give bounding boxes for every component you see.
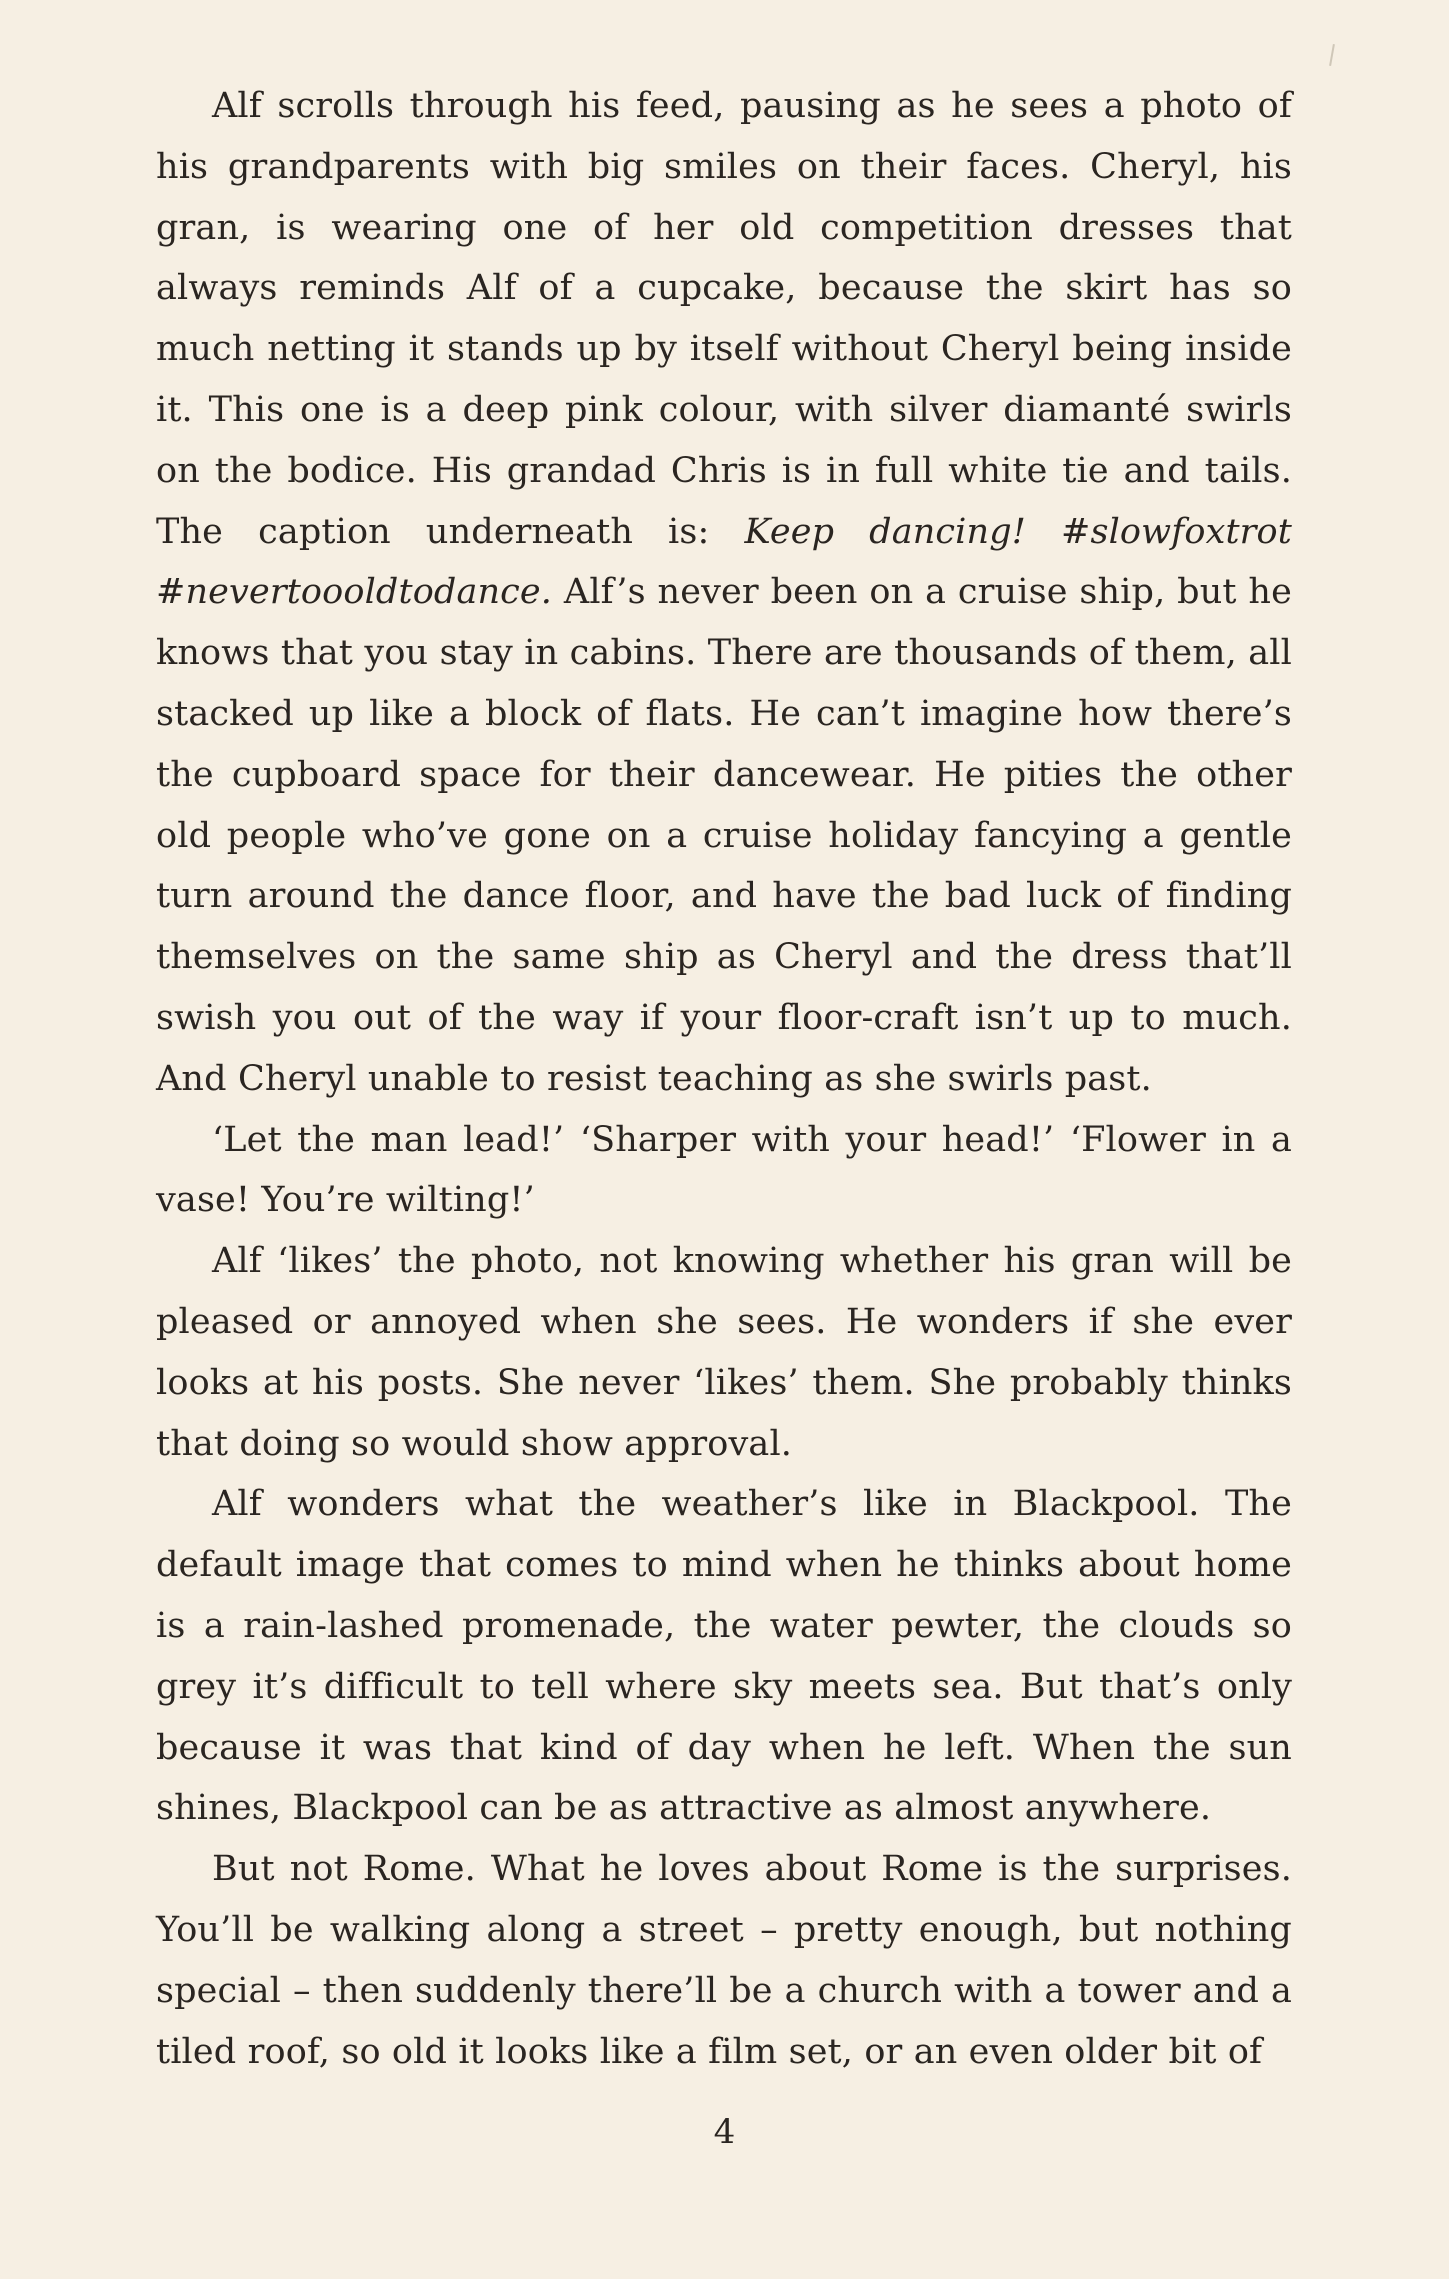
paragraph-5: But not Rome. What he loves about Rome is the surprises. You’ll be walking along a street – pretty enough, but nothing special – then suddenly there’ll be a church with a tower and a tiled roof, so old it looks like a film set, or an even older bit of: [156, 1849, 1292, 2072]
page-number: 4: [713, 2112, 736, 2152]
paragraph-4: Alf wonders what the weather’s like in Blackpool. The default image that comes to mind when he thinks about home is a rain-lashed promenade, the water pewter, the clouds so grey it’s difficult to tell where sky meets sea. But that’s only because it was that kind of day when he left. When the sun shines, Blackpool can be as attractive as almost anywhere.: [156, 1484, 1292, 1829]
paragraph-1-part-1: Alf scrolls through his feed, pausing as he sees a photo of his grandparents with big smiles on their faces. Cheryl, his gran, is wearing one of her old competition dresses that always reminds Alf of a cupcake, because the skirt has so much netting it stands up by itself without Cheryl being inside it. This one is a deep pink colour, with silver diamanté swirls on the bodice. His grandad Chris is in full white tie and tails. The caption underneath is:: [156, 86, 1292, 552]
paragraph-2: ‘Let the man lead!’ ‘Sharper with your head!’ ‘Flower in a vase! You’re wilting!’: [156, 1119, 1292, 1221]
paragraph-1-part-2: Alf’s never been on a cruise ship, but he knows that you stay in cabins. There are thousands of them, all stacked up like a block of flats. He can’t imagine how there’s the cupboard space for their dancewear. He pities the other old people who’ve gone on a cruise holiday fancying a gentle turn around the dance floor, and have the bad luck of finding themselves on the same ship as Cheryl and the dress that’ll swish you out of the way if your floor-craft isn’t up to much. And Cheryl unable to resist teaching as she swirls past.: [156, 572, 1292, 1099]
photo-caption-italic: Keep dancing! #slowfoxtrot #nevertoooldtodance.: [156, 511, 1292, 613]
paragraph-3: Alf ‘likes’ the photo, not knowing whether his gran will be pleased or annoyed when she sees. He wonders if she ever looks at his posts. She never ‘likes’ them. She probably thinks that doing so would show approval.: [156, 1241, 1292, 1464]
page-edge-mark: [1329, 44, 1335, 66]
paragraph-1: [156, 76, 1292, 1110]
body-text: [156, 76, 1292, 2082]
